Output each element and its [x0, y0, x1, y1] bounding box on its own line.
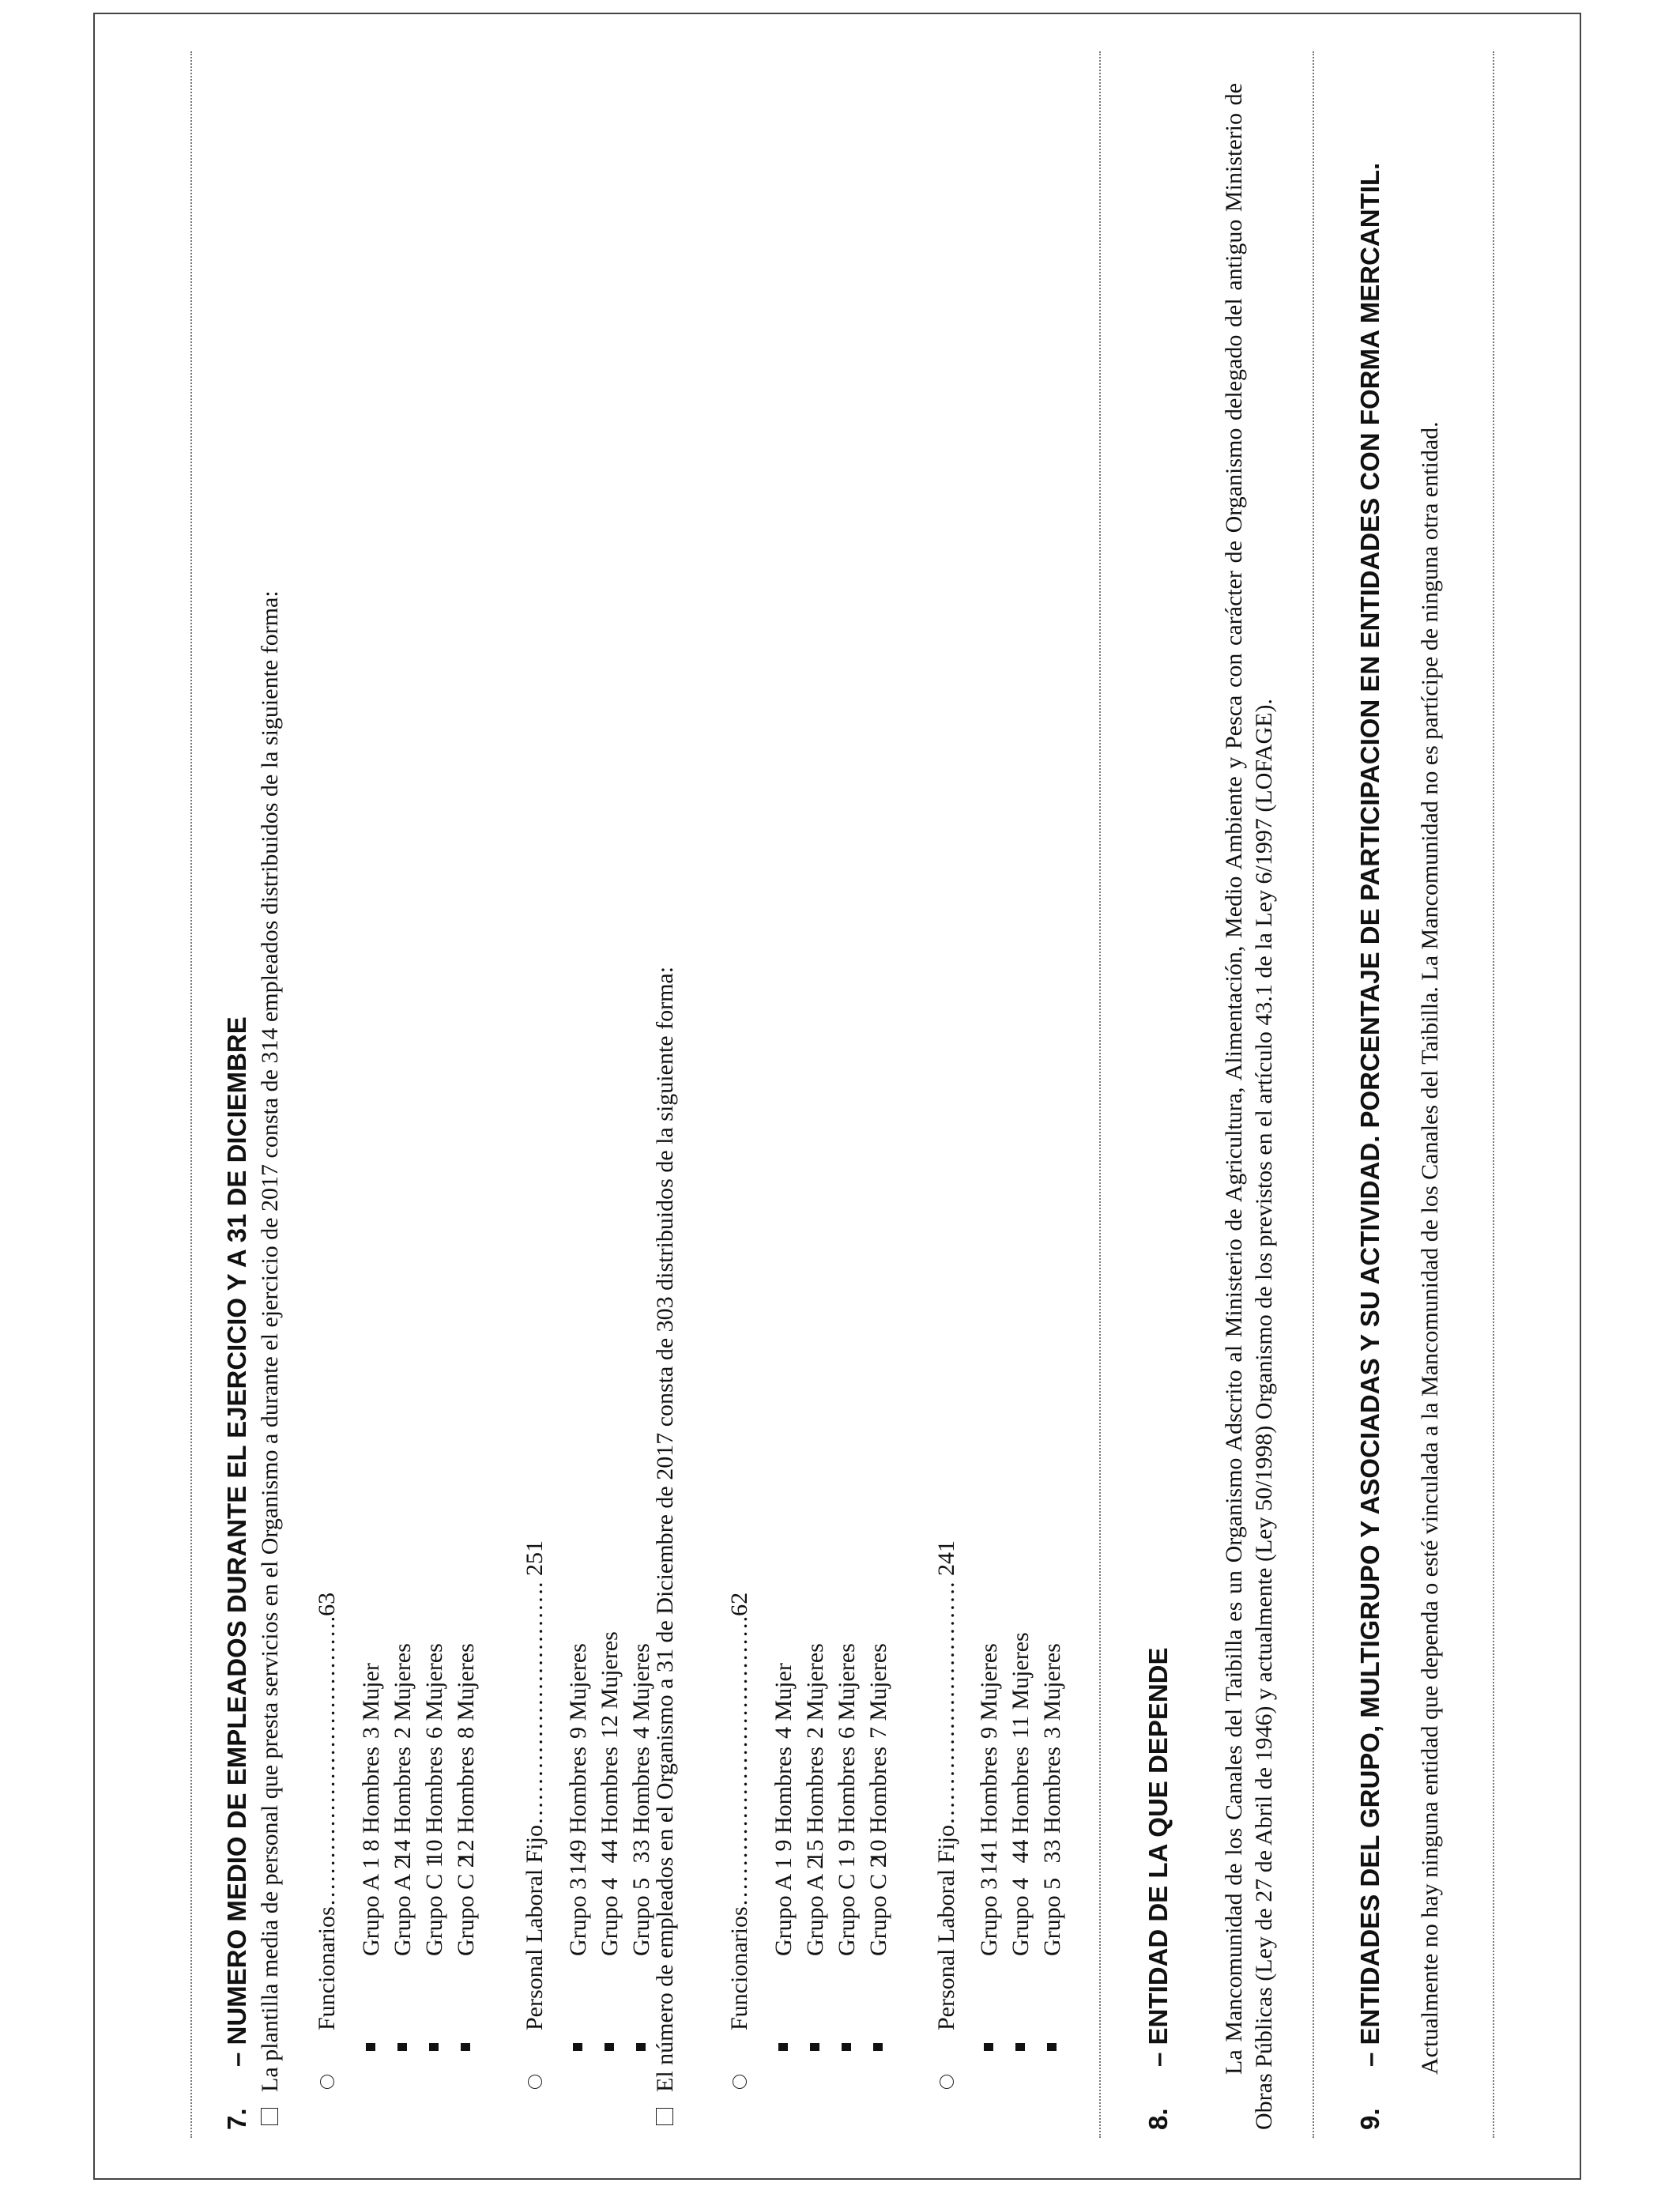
section-8-title: – ENTIDAD DE LA QUE DEPENDE — [1143, 1647, 1173, 2067]
grupo-cell: Grupo C 2 — [453, 1856, 479, 1956]
mujeres-cell: 2 Mujeres — [390, 1643, 416, 1739]
hombres-cell: 9 Hombres — [834, 1747, 860, 1852]
mujeres-cell: 2 Mujeres — [802, 1643, 828, 1739]
laboral-label: Personal Laboral Fijo…………………………. 251 — [522, 1540, 548, 2030]
funcionarios-label: Funcionarios……………………………….63 — [314, 1592, 340, 2030]
yearend-intro-text: El número de empleados en el Organismo a 31 de Diciembre de 2017 consta de 303 distribuidos de la siguiente forma: — [652, 966, 678, 2092]
mujeres-cell: 9 Mujeres — [565, 1643, 591, 1739]
hombres-cell: 33 Hombres — [628, 1747, 654, 1864]
table-row — [595, 1498, 625, 2051]
grupo-cell: Grupo C 1 — [834, 1856, 860, 1956]
square-bullet-icon — [461, 2043, 470, 2051]
table-row — [356, 1498, 386, 2051]
section-7-divider — [1099, 51, 1101, 2138]
section-8-divider — [1313, 51, 1314, 2138]
average-intro — [255, 590, 285, 2125]
grupo-cell: Grupo C 1 — [421, 1856, 447, 1956]
square-bullet-icon — [605, 2043, 614, 2051]
circle-bullet-icon — [733, 2075, 747, 2089]
mujeres-cell: 3 Mujeres — [1039, 1643, 1065, 1739]
section-9-heading — [1354, 163, 1386, 2130]
section-7-number: 7. — [222, 2108, 251, 2130]
section-8-number: 8. — [1143, 2108, 1173, 2130]
yearend-funcionarios — [725, 1593, 755, 2089]
hombres-cell: 12 Hombres — [453, 1747, 479, 1864]
top-dotted-rule — [190, 51, 192, 2138]
bottom-dotted-rule — [1493, 51, 1494, 2138]
table-row — [769, 1498, 799, 2051]
square-bullet-icon — [873, 2043, 883, 2051]
mujeres-cell: 6 Mujeres — [421, 1643, 447, 1739]
square-bullet-icon — [1015, 2043, 1025, 2051]
hombres-cell: 44 Hombres — [1008, 1747, 1034, 1864]
table-row — [800, 1498, 831, 2051]
hombres-cell: 149 Hombres — [565, 1747, 591, 1875]
grupo-cell: Grupo 4 — [1008, 1877, 1034, 1956]
table-row — [563, 1498, 593, 2051]
grupo-cell: Grupo 3 — [565, 1877, 591, 1956]
table-row — [832, 1498, 862, 2051]
grupo-cell: Grupo C 2 — [865, 1856, 891, 1956]
mujeres-cell: 4 Mujer — [770, 1663, 797, 1739]
section-9-body: Actualmente no hay ninguna entidad que dependa o esté vinculada a la Mancomunidad de los Canales del Taibilla. La Mancomunidad no es partícipe de ninguna otra entidad. — [1417, 421, 1443, 2075]
hombres-cell: 10 Hombres — [421, 1747, 447, 1864]
table-row — [974, 1498, 1004, 2051]
grupo-cell: Grupo 5 — [628, 1877, 654, 1956]
mujeres-cell: 11 Mujeres — [1008, 1632, 1034, 1739]
average-intro-text: La plantilla media de personal que presta servicios en el Organismo a durante el ejercicio de 2017 consta de 314 empleados distribuidos de la siguiente forma: — [257, 590, 283, 2092]
square-bullet-icon — [1047, 2043, 1057, 2051]
table-row — [451, 1498, 481, 2051]
square-bullet-icon — [810, 2043, 819, 2051]
table-row — [864, 1498, 894, 2051]
circle-bullet-icon — [320, 2075, 334, 2089]
mujeres-cell: 9 Mujeres — [976, 1643, 1002, 1739]
section-9-number: 9. — [1355, 2108, 1384, 2130]
grupo-cell: Grupo A 1 — [770, 1857, 797, 1956]
hombres-cell: 14 Hombres — [390, 1747, 416, 1864]
square-bullet-icon — [778, 2043, 788, 2051]
yearend-intro — [650, 967, 680, 2125]
circle-bullet-icon — [940, 2075, 954, 2089]
hombres-cell: 9 Hombres — [770, 1747, 797, 1852]
hombres-cell: 33 Hombres — [1039, 1747, 1065, 1864]
laboral-label: Personal Laboral Fijo…………………………. 241 — [933, 1540, 959, 2030]
hombres-cell: 141 Hombres — [976, 1747, 1002, 1875]
checkbox-icon — [261, 2108, 278, 2125]
grupo-cell: Grupo 3 — [976, 1877, 1002, 1956]
mujeres-cell: 7 Mujeres — [865, 1643, 891, 1739]
table-row — [1006, 1498, 1036, 2051]
section-8-heading — [1142, 1647, 1174, 2130]
square-bullet-icon — [573, 2043, 582, 2051]
grupo-cell: Grupo 5 — [1039, 1877, 1065, 1956]
section-8-body: La Mancomunidad de los Canales del Taibilla es un Organismo Adscrito al Ministerio de Agricultura, Alimentación, Medio Ambiente y Pesca con carácter de Organismo delegado del antiguo Ministerio de Obras Públicas (Ley de 27 de Abril de 1946) y actualmente (Ley 50/1998) Organismo de los previstos en el artículo 43.1 de la Ley 6/1997 (LOFAGE). — [1221, 83, 1277, 2130]
square-bullet-icon — [636, 2043, 646, 2051]
rotated-page-content — [145, 36, 1535, 2154]
grupo-cell: Grupo A 2 — [390, 1857, 416, 1956]
mujeres-cell: 4 Mujeres — [628, 1643, 654, 1739]
square-bullet-icon — [429, 2043, 439, 2051]
checkbox-icon — [656, 2108, 673, 2125]
grupo-cell: Grupo A 1 — [358, 1857, 384, 1956]
table-row — [388, 1498, 418, 2051]
funcionarios-label: Funcionarios……………………………….62 — [726, 1592, 752, 2030]
mujeres-cell: 12 Mujeres — [597, 1631, 623, 1739]
mujeres-cell: 3 Mujer — [358, 1663, 384, 1739]
average-funcionarios — [312, 1593, 342, 2089]
mujeres-cell: 8 Mujeres — [453, 1643, 479, 1739]
section-9-title: – ENTIDADES DEL GRUPO, MULTIGRUPO Y ASOCIADAS Y SU ACTIVIDAD. PORCENTAJE DE PARTICIPACION EN ENTIDADES CON FORMA MERCANTIL. — [1355, 162, 1384, 2067]
square-bullet-icon — [366, 2043, 375, 2051]
hombres-cell: 15 Hombres — [802, 1747, 828, 1864]
average-laboral — [520, 1540, 550, 2089]
square-bullet-icon — [842, 2043, 851, 2051]
hombres-cell: 8 Hombres — [358, 1747, 384, 1852]
table-row — [1038, 1498, 1068, 2051]
section-7-heading — [220, 1016, 253, 2130]
yearend-laboral — [932, 1540, 962, 2089]
hombres-cell: 44 Hombres — [597, 1747, 623, 1864]
square-bullet-icon — [397, 2043, 407, 2051]
grupo-cell: Grupo A 2 — [802, 1857, 828, 1956]
table-row — [420, 1498, 450, 2051]
section-7-title: – NUMERO MEDIO DE EMPLEADOS DURANTE EL EJERCICIO Y A 31 DE DICIEMBRE — [222, 1016, 251, 2067]
hombres-cell: 10 Hombres — [865, 1747, 891, 1864]
mujeres-cell: 6 Mujeres — [834, 1643, 860, 1739]
circle-bullet-icon — [528, 2075, 542, 2089]
square-bullet-icon — [984, 2043, 993, 2051]
grupo-cell: Grupo 4 — [597, 1877, 623, 1956]
